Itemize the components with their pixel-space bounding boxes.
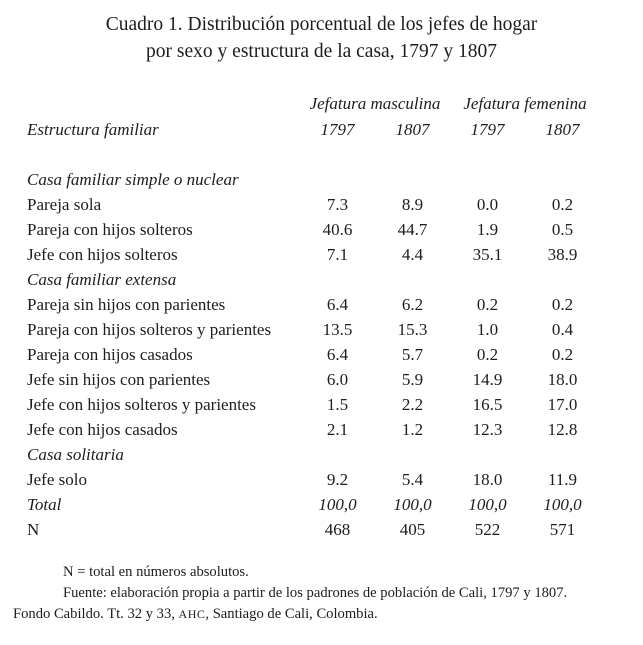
cell-value: 13.5 [322, 320, 353, 339]
cell-value: 38.9 [547, 245, 578, 264]
column-group-header-row [27, 91, 600, 117]
cell-value [375, 167, 450, 192]
group-header-femenina: Jefatura femenina [463, 94, 587, 113]
archive-acronym: AHC [178, 607, 206, 621]
cell-value [300, 167, 375, 192]
section-label: Casa familiar extensa [27, 270, 177, 289]
cell-value: 1.9 [476, 220, 499, 239]
cell-value: 4.4 [401, 245, 424, 264]
cell-value: 0.0 [476, 195, 499, 214]
table-row [27, 192, 600, 217]
cell-value: 12.8 [547, 420, 578, 439]
cell-value: 16.5 [472, 395, 503, 414]
note-source-line1: Fuente: elaboración propia a partir de los padrones de población de Cali, 1797 y 1807. [63, 585, 568, 601]
row-label: Jefe con hijos solteros y parientes [27, 395, 256, 414]
row-label: Pareja con hijos casados [27, 345, 193, 364]
row-label: Jefe con hijos casados [27, 420, 178, 439]
group-header-spacer [27, 91, 300, 117]
cell-value: 0.4 [551, 320, 574, 339]
cell-value: 0.2 [476, 345, 499, 364]
cell-value: 18.0 [547, 370, 578, 389]
cell-value: 5.9 [401, 370, 424, 389]
n-value: 405 [399, 520, 426, 539]
note-source-line2-post: , Santiago de Cali, Colombia. [205, 606, 378, 622]
cell-value: 6.4 [326, 345, 349, 364]
column-header-row [27, 117, 600, 143]
cell-value: 0.2 [551, 295, 574, 314]
cell-value: 2.1 [326, 420, 349, 439]
total-value: 100,0 [468, 495, 507, 514]
row-label: Pareja con hijos solteros [27, 220, 193, 239]
year-header-3: 1797 [470, 120, 505, 139]
row-label: Pareja sin hijos con parientes [27, 295, 226, 314]
cell-value [300, 442, 375, 467]
cell-value: 40.6 [322, 220, 353, 239]
note-n-definition: N = total en números absolutos. [63, 564, 249, 580]
cell-value: 15.3 [397, 320, 428, 339]
table-row [27, 417, 600, 442]
cell-value [525, 267, 600, 292]
cell-value [450, 267, 525, 292]
cell-value: 0.2 [551, 195, 574, 214]
cell-value [450, 167, 525, 192]
cell-value [525, 167, 600, 192]
note-source-line2-pre: Fondo Cabildo. Tt. 32 y 33, [13, 606, 179, 622]
cell-value [300, 267, 375, 292]
section-label: Casa solitaria [27, 445, 124, 464]
cell-value: 1.5 [326, 395, 349, 414]
cell-value: 11.9 [547, 470, 578, 489]
section-row [27, 267, 600, 292]
table-row [27, 242, 600, 267]
table-row [27, 217, 600, 242]
table-row [27, 467, 600, 492]
table-row [27, 317, 600, 342]
row-label: Pareja sola [27, 195, 102, 214]
cell-value: 7.3 [326, 195, 349, 214]
table-notes [13, 562, 635, 625]
n-label: N [27, 520, 40, 539]
cell-value: 18.0 [472, 470, 503, 489]
cell-value: 5.4 [401, 470, 424, 489]
row-header-estructura: Estructura familiar [27, 120, 159, 139]
cell-value: 35.1 [472, 245, 503, 264]
cell-value: 2.2 [401, 395, 424, 414]
n-row [27, 517, 600, 542]
cell-value: 12.3 [472, 420, 503, 439]
section-row [27, 442, 600, 467]
n-value: 571 [549, 520, 576, 539]
row-label: Pareja con hijos solteros y parientes [27, 320, 272, 339]
section-label: Casa familiar simple o nuclear [27, 170, 239, 189]
group-header-masculina: Jefatura masculina [309, 94, 441, 113]
table-row [27, 292, 600, 317]
total-value: 100,0 [393, 495, 432, 514]
year-header-2: 1807 [395, 120, 430, 139]
cell-value: 14.9 [472, 370, 503, 389]
n-value: 468 [324, 520, 351, 539]
cell-value: 8.9 [401, 195, 424, 214]
row-label: Jefe sin hijos con parientes [27, 370, 211, 389]
total-value: 100,0 [318, 495, 357, 514]
cell-value: 0.2 [551, 345, 574, 364]
cell-value: 6.0 [326, 370, 349, 389]
cell-value [375, 267, 450, 292]
cell-value: 0.5 [551, 220, 574, 239]
year-header-4: 1807 [545, 120, 580, 139]
note-source-line2 [13, 604, 635, 625]
cell-value: 7.1 [326, 245, 349, 264]
cell-value [525, 442, 600, 467]
table-row [27, 367, 600, 392]
cell-value: 5.7 [401, 345, 424, 364]
table-title [0, 11, 643, 65]
cell-value: 17.0 [547, 395, 578, 414]
year-header-1: 1797 [320, 120, 355, 139]
table-spacer [27, 143, 600, 167]
cell-value: 6.4 [326, 295, 349, 314]
cell-value: 1.2 [401, 420, 424, 439]
table-row [27, 392, 600, 417]
total-row [27, 492, 600, 517]
cell-value: 9.2 [326, 470, 349, 489]
cell-value: 1.0 [476, 320, 499, 339]
total-value: 100,0 [543, 495, 582, 514]
data-table [27, 91, 600, 542]
section-row [27, 167, 600, 192]
cell-value [375, 442, 450, 467]
cell-value [450, 442, 525, 467]
cell-value: 44.7 [397, 220, 428, 239]
table-title-line2: por sexo y estructura de la casa, 1797 y 1807 [146, 41, 497, 62]
cell-value: 6.2 [401, 295, 424, 314]
total-label: Total [27, 495, 62, 514]
row-label: Jefe con hijos solteros [27, 245, 178, 264]
n-value: 522 [474, 520, 501, 539]
table-row [27, 342, 600, 367]
table-title-line1: Cuadro 1. Distribución porcentual de los jefes de hogar [105, 14, 538, 35]
cell-value: 0.2 [476, 295, 499, 314]
row-label: Jefe solo [27, 470, 87, 489]
